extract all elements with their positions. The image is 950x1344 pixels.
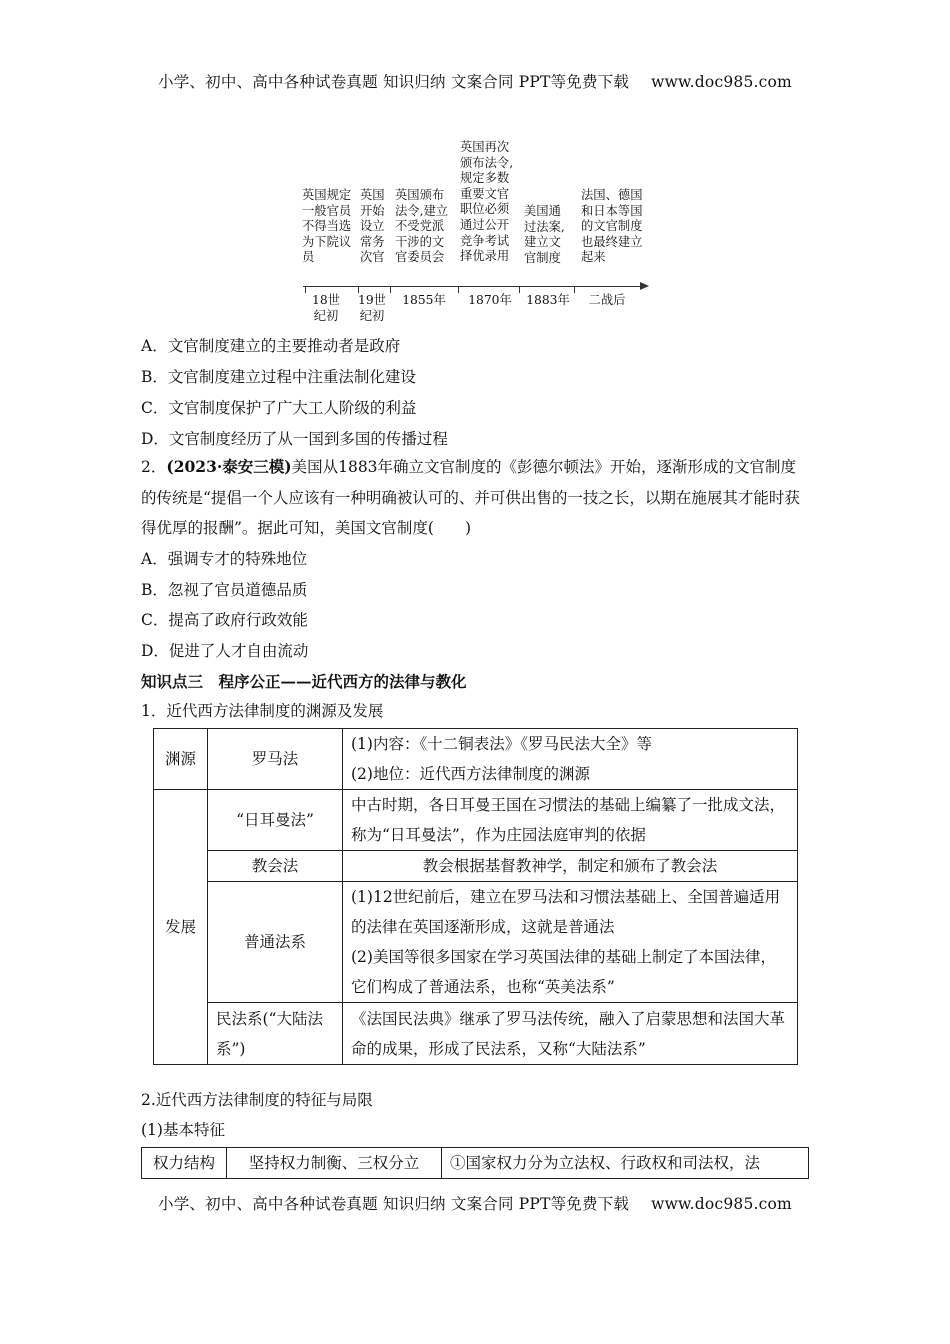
power-structure-summary: 坚持权力制衡、三权分立 (227, 1148, 442, 1179)
law-content: 《法国民法典》继承了罗马法传统，融入了启蒙思想和法国大革命的成果，形成了民法系，又称“大陆法系” (343, 1003, 798, 1065)
roman-content-1: (1)内容：《十二铜表法》《罗马民法大全》等 (351, 735, 652, 753)
timeline-arrow-icon (640, 282, 649, 290)
q2-number: 2． (141, 458, 167, 476)
timeline-date: 19世 纪初 (358, 293, 386, 323)
roman-law-content (343, 729, 798, 790)
subsection-1: 1．近代西方法律制度的渊源及发展 (141, 702, 384, 720)
origin-label: 渊源 (154, 729, 208, 790)
q2-option-c: C．提高了政府行政效能 (141, 611, 308, 629)
law-content (343, 882, 798, 1003)
law-name: 民法系(“大陆法系”) (208, 1003, 343, 1065)
roman-content-2: (2)地位：近代西方法律制度的渊源 (351, 765, 590, 783)
timeline-event: 法国、德国 和日本等国 的文官制度 也最终建立 起来 (581, 188, 643, 265)
power-structure-label: 权力结构 (142, 1148, 227, 1179)
timeline-date: 18世 纪初 (312, 293, 340, 323)
timeline-tick (458, 287, 459, 293)
timeline-date: 1870年 (468, 293, 512, 307)
law-name: 普通法系 (208, 882, 343, 1003)
subsection-2: 2.近代西方法律制度的特征与局限 (141, 1091, 373, 1109)
timeline-date: 二战后 (588, 293, 626, 307)
power-structure-detail: ①国家权力分为立法权、行政权和司法权，法 (442, 1148, 809, 1179)
features-table (141, 1147, 809, 1179)
q2-option-d: D．促进了人才自由流动 (141, 642, 309, 660)
q1-option-c: C．文官制度保护了广大工人阶级的利益 (141, 399, 417, 417)
q2-option-a: A．强调专才的特殊地位 (141, 550, 308, 568)
law-name: “日耳曼法” (208, 790, 343, 851)
q1-option-b: B．文官制度建立过程中注重法制化建设 (141, 368, 416, 386)
law-name: 教会法 (208, 851, 343, 882)
timeline-axis (303, 286, 643, 287)
header-text: 小学、初中、高中各种试卷真题 知识归纳 文案合同 PPT等免费下载 (158, 73, 630, 91)
timeline-event: 美国通 过法案, 建立文 官制度 (524, 204, 565, 265)
page-footer (0, 1192, 950, 1214)
law-content: 教会根据基督教神学，制定和颁布了教会法 (343, 851, 798, 882)
q1-option-d: D．文官制度经历了从一国到多国的传播过程 (141, 430, 448, 448)
header-url: www.doc985.com (651, 73, 792, 91)
timeline-event: 英国 开始 设立 常务 次官 (360, 188, 385, 265)
q2-stem (141, 452, 811, 544)
law-content: 中古时期，各日耳曼王国在习惯法的基础上编纂了一批成文法，称为“日耳曼法”，作为庄园法庭审判的依据 (343, 790, 798, 851)
page-header (0, 70, 950, 92)
section-title: 知识点三 程序公正——近代西方的法律与教化 (141, 672, 467, 691)
q1-option-a: A．文官制度建立的主要推动者是政府 (141, 337, 401, 355)
subsection-2-1: (1)基本特征 (141, 1121, 225, 1139)
law-origin-table (153, 728, 798, 1065)
q2-source: (2023·泰安三模) (166, 457, 292, 476)
common-law-content-2: (2)美国等很多国家在学习英国法律的基础上制定了本国法律，它们构成了普通法系，也称“英美法系” (351, 948, 776, 996)
timeline-date: 1855年 (402, 293, 446, 307)
timeline-tick (390, 287, 391, 293)
timeline-date: 1883年 (526, 293, 570, 307)
footer-text: 小学、初中、高中各种试卷真题 知识归纳 文案合同 PPT等免费下载 (158, 1195, 630, 1213)
common-law-content-1: (1)12世纪前后，建立在罗马法和习惯法基础上、全国普遍适用的法律在英国逐渐形成，这就是普通法 (351, 888, 781, 936)
q2-option-b: B．忽视了官员道德品质 (141, 581, 308, 599)
footer-url: www.doc985.com (651, 1195, 792, 1213)
roman-law-label: 罗马法 (208, 729, 343, 790)
q2-stem-text: 美国从1883年确立文官制度的《彭德尔顿法》开始，逐渐形成的文官制度的传统是“提倡一个人应该有一种明确被认可的、并可供出售的一技之长，以期在施展其才能时获得优厚的报酬”。据此可知，美国文官制度( ) (141, 458, 800, 538)
timeline-event: 英国规定 一般官员 不得当选 为下院议 员 (302, 188, 352, 265)
development-label: 发展 (154, 790, 208, 1065)
timeline-event: 英国颁布 法令,建立 不受党派 干涉的文 官委员会 (395, 188, 449, 265)
timeline-event: 英国再次 颁布法令, 规定多数 重要文官 职位必须 通过公开 竞争考试 择优录用 (460, 140, 514, 264)
